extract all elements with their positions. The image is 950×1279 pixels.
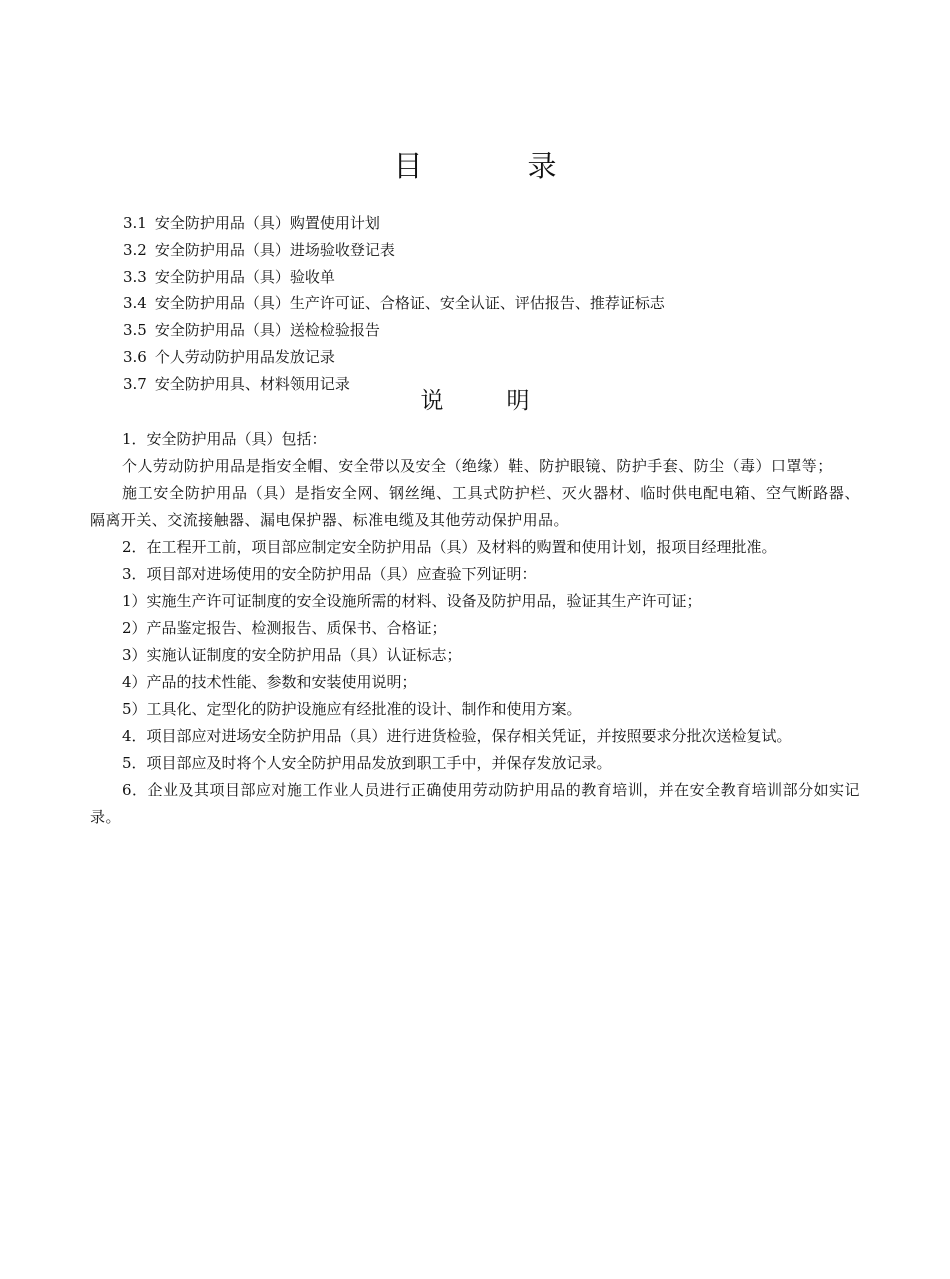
page-title: 目 录 [393,149,595,183]
toc-item-text: 安全防护用品（具）购置使用计划 [154,214,380,232]
note-paragraph: 6．企业及其项目部应对施工作业人员进行正确使用劳动防护用品的教育培训，并在安全教育培训部分如实记录。 [90,781,860,826]
toc-item-number: 3.6 [123,347,147,366]
note-paragraph: 1．安全防护用品（具）包括： [122,430,327,448]
note-paragraph: 3）实施认证制度的安全防护用品（具）认证标志； [122,646,462,664]
note-paragraph: 2．在工程开工前，项目部应制定安全防护用品（具）及材料的购置和使用计划，报项目经理批准。 [122,538,777,556]
toc-item-number: 3.2 [123,240,147,259]
note-paragraph: 3．项目部对进场使用的安全防护用品（具）应查验下列证明： [122,565,537,583]
toc-item-text: 安全防护用具、材料领用记录 [154,374,350,393]
toc-item [123,237,843,264]
note-paragraph: 5．项目部应及时将个人安全防护用品发放到职工手中，并保存发放记录。 [122,754,612,772]
toc-item-text: 安全防护用品（具）进场验收登记表 [154,240,395,259]
toc-item-number: 3.3 [123,267,147,286]
note-paragraph: 1）实施生产许可证制度的安全设施所需的材料、设备及防护用品，验证其生产许可证； [122,592,702,610]
note-paragraph: 4．项目部应对进场安全防护用品（具）进行进货检验，保存相关凭证，并按照要求分批次送检复试。 [122,727,792,745]
toc-item-number: 3.4 [123,294,147,313]
toc-item-text: 安全防护用品（具）验收单 [154,267,335,286]
note-paragraph: 施工安全防护用品（具）是指安全网、钢丝绳、工具式防护栏、灭火器材、临时供电配电箱、空气断路器、隔离开关、交流接触器、漏电保护器、标准电缆及其他劳动保护用品。 [90,484,860,529]
note-paragraph: 5）工具化、定型化的防护设施应有经批准的设计、制作和使用方案。 [122,700,582,718]
toc-item-text: 安全防护用品（具）生产许可证、合格证、安全认证、评估报告、推荐证标志 [154,294,665,313]
notes-body [90,426,860,831]
toc-item-number: 3.7 [123,374,147,393]
toc-item-text: 个人劳动防护用品发放记录 [154,347,335,366]
toc-item [123,210,843,237]
toc-item-number: 3.1 [123,214,147,232]
table-of-contents [123,210,843,398]
toc-item-text: 安全防护用品（具）送检检验报告 [154,321,380,340]
section-title: 说 明 [420,388,550,414]
note-paragraph: 4）产品的技术性能、参数和安装使用说明； [122,673,417,691]
note-paragraph: 个人劳动防护用品是指安全帽、安全带以及安全（绝缘）鞋、防护眼镜、防护手套、防尘（毒）口罩等； [122,457,833,475]
toc-item [123,264,843,291]
note-paragraph: 2）产品鉴定报告、检测报告、质保书、合格证； [122,619,447,637]
toc-item [123,290,843,317]
toc-item [123,344,843,371]
toc-item-number: 3.5 [123,321,147,340]
toc-item [123,317,843,344]
